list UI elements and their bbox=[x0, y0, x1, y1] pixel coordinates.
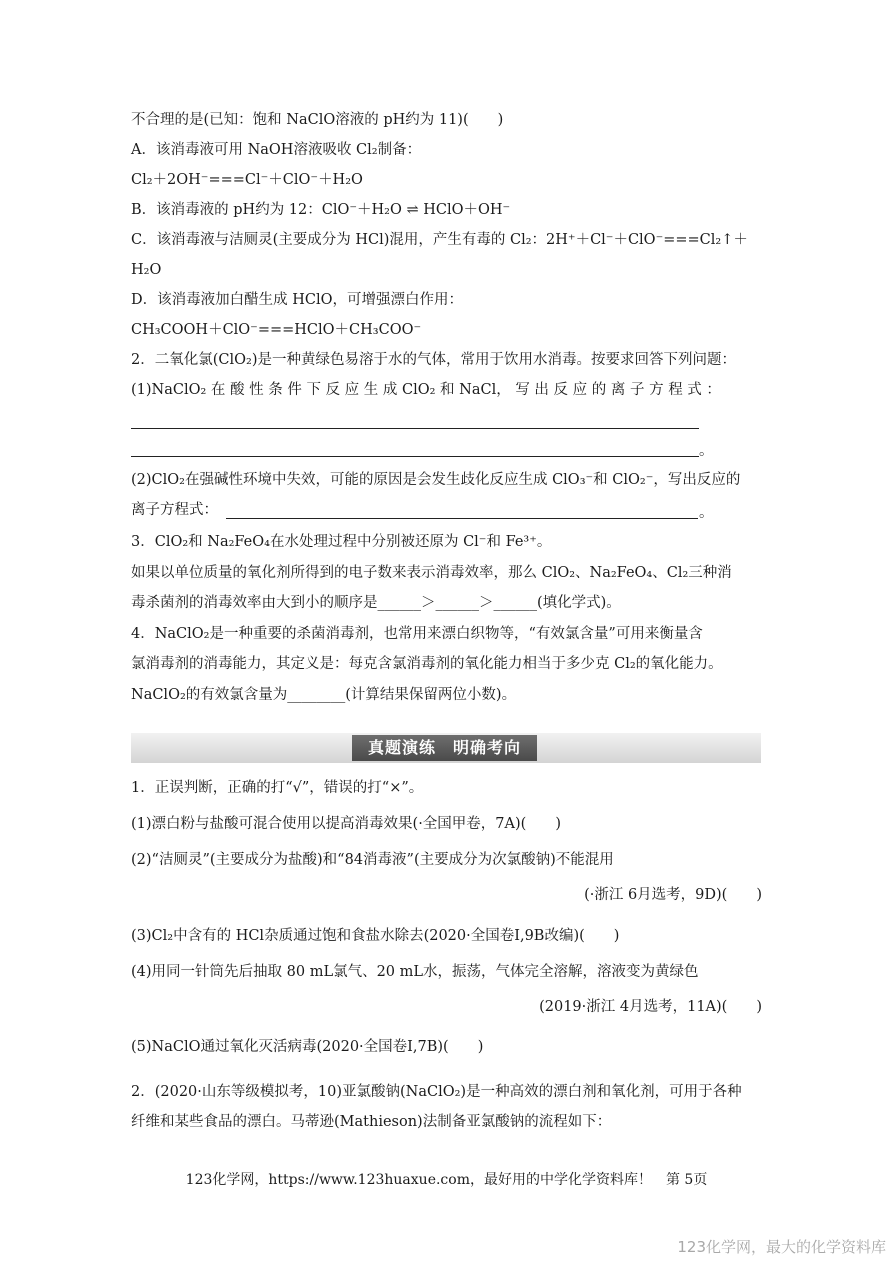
option-a: A．该消毒液可用 NaOH溶液吸收 Cl₂制备： bbox=[131, 142, 422, 158]
option-d: D．该消毒液加白醋生成 HClO，可增强漂白作用： bbox=[131, 292, 463, 308]
judge-4-source: (2019·浙江 4月选考，11A)( ) bbox=[539, 999, 762, 1015]
watermark: 123化学网，最大的化学资料库 bbox=[677, 1238, 886, 1256]
judge-2: (2)“洁厕灵”(主要成分为盐酸)和“84消毒液”(主要成分为次氯酸钠)不能混用 bbox=[131, 852, 614, 868]
period: 。 bbox=[699, 505, 714, 521]
judge-5: (5)NaClO通过氧化灭活病毒(2020·全国卷Ⅰ,7B)( ) bbox=[131, 1039, 484, 1055]
equation-a: Cl₂＋2OH⁻===Cl⁻＋ClO⁻＋H₂O bbox=[131, 172, 363, 188]
question-3-text: 如果以单位质量的氧化剂所得到的电子数来表示消毒效率，那么 ClO₂、Na₂FeO₄、Cl₂三种消 bbox=[131, 565, 732, 581]
page-footer: 123化学网，https://www.123huaxue.com，最好用的中学化学资料库！ 第 5页 bbox=[185, 1172, 708, 1188]
judge-4: (4)用同一针筒先后抽取 80 mL氯气、20 mL水，振荡，气体完全溶解，溶液变为黄绿色 bbox=[131, 964, 699, 980]
section-title: 真题演练 明确考向 bbox=[352, 735, 537, 761]
question-4-blank: NaClO₂的有效氯含量为________(计算结果保留两位小数)。 bbox=[131, 687, 517, 703]
answer-line bbox=[131, 428, 699, 429]
answer-line bbox=[226, 518, 698, 519]
question-stem: 不合理的是(已知：饱和 NaClO溶液的 pH约为 11)( ) bbox=[131, 112, 504, 128]
question-3: 3．ClO₂和 Na₂FeO₄在水处理过程中分别被还原为 Cl⁻和 Fe³⁺。 bbox=[131, 534, 552, 550]
option-c: C．该消毒液与洁厕灵(主要成分为 HCl)混用，产生有毒的 Cl₂：2H⁺＋Cl⁻＋ClO⁻===Cl₂↑＋ bbox=[131, 232, 748, 248]
judge-1: (1)漂白粉与盐酸可混合使用以提高消毒效果(·全国甲卷，7A)( ) bbox=[131, 816, 561, 832]
judge-intro: 1．正误判断，正确的打“√”，错误的打“×”。 bbox=[131, 780, 424, 796]
answer-line bbox=[131, 456, 699, 457]
judge-3: (3)Cl₂中含有的 HCl杂质通过饱和食盐水除去(2020·全国卷Ⅰ,9B改编)( ) bbox=[131, 928, 620, 944]
question-2-2-cont: 离子方程式： bbox=[131, 502, 218, 518]
judge-2-source: (·浙江 6月选考，9D)( ) bbox=[584, 887, 762, 903]
question-4: 4．NaClO₂是一种重要的杀菌消毒剂，也常用来漂白织物等，“有效氯含量”可用来衡量含 bbox=[131, 626, 703, 642]
question-2-2: (2)ClO₂在强碱性环境中失效，可能的原因是会发生歧化反应生成 ClO₃⁻和 ClO₂⁻，写出反应的 bbox=[131, 472, 741, 488]
question-3-blanks: 毒杀菌剂的消毒效率由大到小的顺序是______＞______＞______(填化学式)。 bbox=[131, 595, 621, 611]
question-2-1: (1)NaClO₂ 在 酸 性 条 件 下 反 应 生 成 ClO₂ 和 NaCl， 写 出 反 应 的 离 子 方 程 式 ： bbox=[131, 382, 721, 398]
period: 。 bbox=[699, 443, 714, 459]
question-2: 2．二氧化氯(ClO₂)是一种黄绿色易溶于水的气体，常用于饮用水消毒。按要求回答下列问题： bbox=[131, 352, 736, 368]
question-2b: 2．(2020·山东等级模拟考，10)亚氯酸钠(NaClO₂)是一种高效的漂白剂和氧化剂，可用于各种 bbox=[131, 1084, 742, 1100]
equation-d: CH₃COOH＋ClO⁻===HClO＋CH₃COO⁻ bbox=[131, 322, 422, 338]
option-b: B．该消毒液的 pH约为 12：ClO⁻＋H₂O ⇌ HClO＋OH⁻ bbox=[131, 202, 511, 218]
question-4-def: 氯消毒剂的消毒能力，其定义是：每克含氯消毒剂的氧化能力相当于多少克 Cl₂的氧化能力。 bbox=[131, 656, 723, 672]
option-c-cont: H₂O bbox=[131, 262, 162, 278]
question-2b-cont: 纤维和某些食品的漂白。马蒂逊(Mathieson)法制备亚氯酸钠的流程如下： bbox=[131, 1114, 612, 1130]
